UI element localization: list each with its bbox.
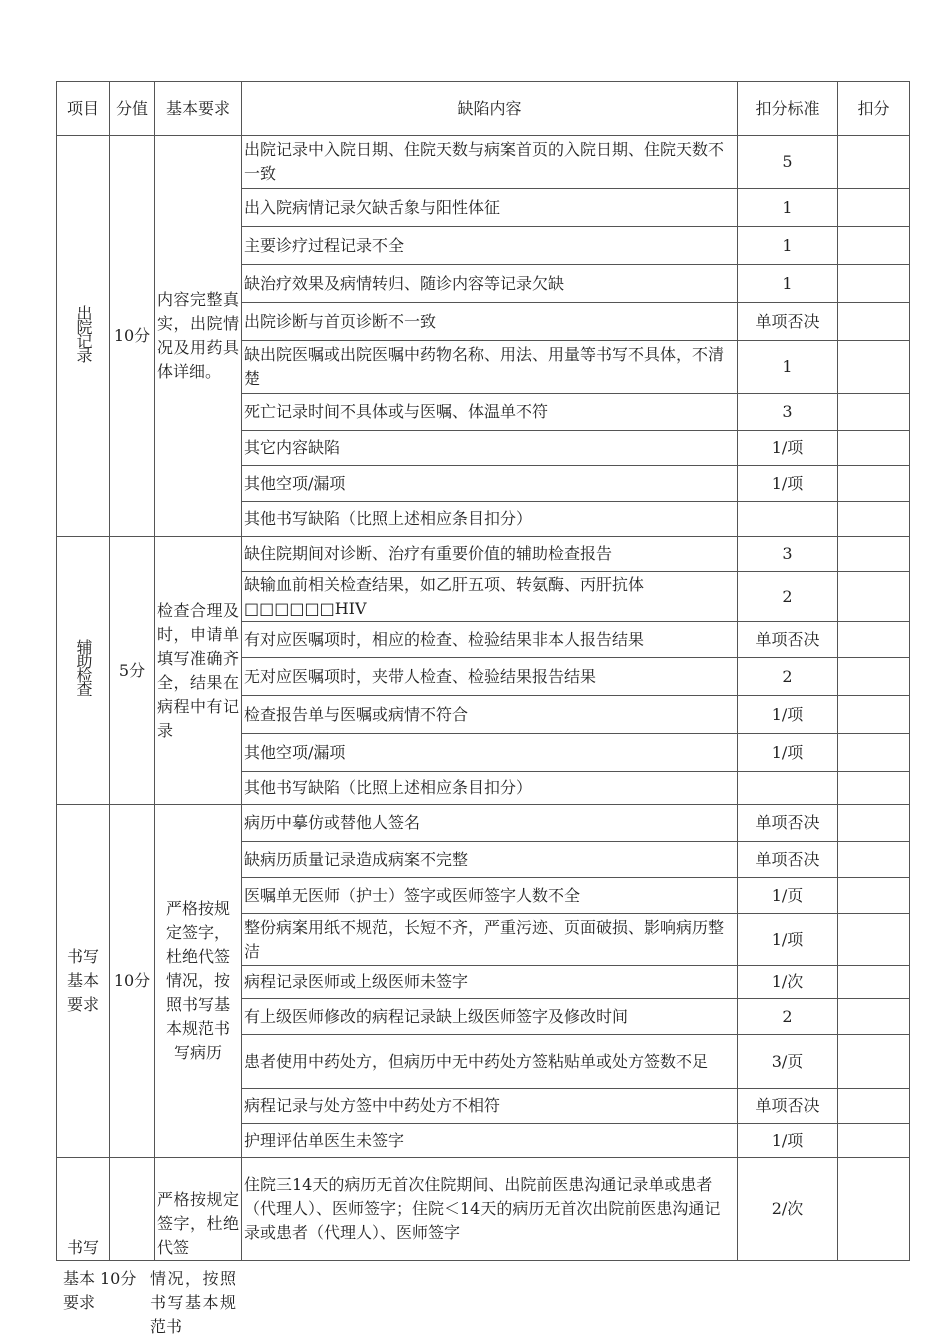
deduction-cell[interactable] <box>838 622 910 658</box>
standard-cell: 单项否决 <box>738 805 838 842</box>
header-score: 分值 <box>110 82 155 136</box>
deduction-cell[interactable] <box>838 658 910 696</box>
table-row <box>57 537 910 572</box>
defect-cell: 其他空项/漏项 <box>242 734 738 772</box>
defect-cell: 病程记录医师或上级医师未签字 <box>242 966 738 999</box>
standard-cell: 1/页 <box>738 878 838 914</box>
defect-cell: 主要诊疗过程记录不全 <box>242 227 738 265</box>
standard-cell: 单项否决 <box>738 842 838 878</box>
section-requirement: 严格按规定签字，杜绝代签情况，按照书写基本规范书写病历 <box>155 805 242 1158</box>
defect-cell: 缺输血前相关检查结果，如乙肝五项、转氨酶、丙肝抗体□□□□□□HIV <box>242 572 738 622</box>
standard-cell: 单项否决 <box>738 622 838 658</box>
standard-cell: 3 <box>738 394 838 431</box>
section-score: 10分 <box>110 136 155 537</box>
standard-cell: 1/项 <box>738 466 838 502</box>
defect-cell: 护理评估单医生未签字 <box>242 1124 738 1158</box>
table-header-row <box>57 82 910 136</box>
deduction-cell[interactable] <box>838 1035 910 1089</box>
defect-cell: 缺出院医嘱或出院医嘱中药物名称、用法、用量等书写不具体，不清楚 <box>242 341 738 394</box>
deduction-cell[interactable] <box>838 303 910 341</box>
deduction-cell[interactable] <box>838 466 910 502</box>
deduction-cell[interactable] <box>838 572 910 622</box>
standard-cell: 1/项 <box>738 914 838 966</box>
defect-cell: 死亡记录时间不具体或与医嘱、体温单不符 <box>242 394 738 431</box>
deduction-cell[interactable] <box>838 805 910 842</box>
deduction-cell[interactable] <box>838 265 910 303</box>
section-name: 书写基本要求 <box>57 805 110 1158</box>
defect-cell: 有上级医师修改的病程记录缺上级医师签字及修改时间 <box>242 999 738 1035</box>
deduction-cell[interactable] <box>838 772 910 805</box>
deduction-cell[interactable] <box>838 842 910 878</box>
section-requirement: 内容完整真实，出院情况及用药具体详细。 <box>155 136 242 537</box>
standard-cell: 单项否决 <box>738 1089 838 1124</box>
defect-cell: 出入院病情记录欠缺舌象与阳性体征 <box>242 189 738 227</box>
deduction-cell[interactable] <box>838 1089 910 1124</box>
deduction-cell[interactable] <box>838 966 910 999</box>
deduction-cell[interactable] <box>838 502 910 537</box>
deduction-cell[interactable] <box>838 537 910 572</box>
deduction-cell[interactable] <box>838 999 910 1035</box>
defect-cell: 患者使用中药处方，但病历中无中药处方签粘贴单或处方签数不足 <box>242 1035 738 1089</box>
header-deduction: 扣分 <box>838 82 910 136</box>
header-standard: 扣分标准 <box>738 82 838 136</box>
table-row <box>57 805 910 842</box>
deduction-cell[interactable] <box>838 227 910 265</box>
defect-cell: 缺治疗效果及病情转归、随诊内容等记录欠缺 <box>242 265 738 303</box>
standard-cell: 5 <box>738 136 838 189</box>
deduction-cell[interactable] <box>838 1158 910 1261</box>
defect-cell: 病程记录与处方签中中药处方不相符 <box>242 1089 738 1124</box>
standard-cell: 1/项 <box>738 696 838 734</box>
section-score <box>110 1158 155 1261</box>
header-requirement: 基本要求 <box>155 82 242 136</box>
defect-cell: 其他空项/漏项 <box>242 466 738 502</box>
standard-cell: 1 <box>738 227 838 265</box>
section-requirement: 检查合理及时，申请单填写准确齐全，结果在病程中有记录 <box>155 537 242 805</box>
defect-cell: 住院三14天的病历无首次住院期间、出院前医患沟通记录单或患者（代理人）、医师签字；住院＜14天的病历无首次出院前医患沟通记录或患者（代理人）、医师签字 <box>242 1158 738 1261</box>
evaluation-table <box>56 81 910 1261</box>
overflow-score-text: 10分 <box>100 1269 137 1288</box>
deduction-cell[interactable] <box>838 431 910 466</box>
deduction-cell[interactable] <box>838 914 910 966</box>
deduction-cell[interactable] <box>838 341 910 394</box>
deduction-cell[interactable] <box>838 696 910 734</box>
defect-cell: 医嘱单无医师（护士）签字或医师签字人数不全 <box>242 878 738 914</box>
defect-cell: 出院诊断与首页诊断不一致 <box>242 303 738 341</box>
deduction-cell[interactable] <box>838 878 910 914</box>
defect-cell: 其他书写缺陷（比照上述相应条目扣分） <box>242 502 738 537</box>
defect-cell: 出院记录中入院日期、住院天数与病案首页的入院日期、住院天数不一致 <box>242 136 738 189</box>
defect-cell: 无对应医嘱项时，夹带人检查、检验结果报告结果 <box>242 658 738 696</box>
section-requirement: 严格按规定签字，杜绝代签 <box>155 1158 242 1261</box>
standard-cell: 1/次 <box>738 966 838 999</box>
section-name: 辅助检查 <box>57 537 110 805</box>
standard-cell <box>738 502 838 537</box>
defect-cell: 检查报告单与医嘱或病情不符合 <box>242 696 738 734</box>
defect-cell: 缺住院期间对诊断、治疗有重要价值的辅助检查报告 <box>242 537 738 572</box>
deduction-cell[interactable] <box>838 734 910 772</box>
standard-cell: 2 <box>738 999 838 1035</box>
standard-cell <box>738 772 838 805</box>
section-score: 5分 <box>110 537 155 805</box>
standard-cell: 3/页 <box>738 1035 838 1089</box>
standard-cell: 1/项 <box>738 734 838 772</box>
standard-cell: 1/项 <box>738 1124 838 1158</box>
defect-cell: 整份病案用纸不规范，长短不齐，严重污迹、页面破损、影响病历整洁 <box>242 914 738 966</box>
defect-cell: 缺病历质量记录造成病案不完整 <box>242 842 738 878</box>
header-defect: 缺陷内容 <box>242 82 738 136</box>
standard-cell: 1 <box>738 265 838 303</box>
defect-cell: 其他书写缺陷（比照上述相应条目扣分） <box>242 772 738 805</box>
section-name: 出院记录 <box>57 136 110 537</box>
section-score: 10分 <box>110 805 155 1158</box>
deduction-cell[interactable] <box>838 1124 910 1158</box>
standard-cell: 1 <box>738 341 838 394</box>
overflow-item-text: 基本要求 <box>63 1269 96 1312</box>
standard-cell: 1 <box>738 189 838 227</box>
defect-cell: 病历中摹仿或替他人签名 <box>242 805 738 842</box>
deduction-cell[interactable] <box>838 189 910 227</box>
overflow-requirement-text: 情况，按照书写基本规范书 <box>150 1269 236 1336</box>
standard-cell: 2 <box>738 658 838 696</box>
deduction-cell[interactable] <box>838 136 910 189</box>
defect-cell: 其它内容缺陷 <box>242 431 738 466</box>
defect-cell: 有对应医嘱项时，相应的检查、检验结果非本人报告结果 <box>242 622 738 658</box>
standard-cell: 3 <box>738 537 838 572</box>
section-name: 书写 <box>57 1158 110 1261</box>
header-item: 项目 <box>57 82 110 136</box>
table-row <box>57 136 910 189</box>
standard-cell: 2/次 <box>738 1158 838 1261</box>
standard-cell: 1/项 <box>738 431 838 466</box>
deduction-cell[interactable] <box>838 394 910 431</box>
table-row <box>57 1158 910 1261</box>
standard-cell: 单项否决 <box>738 303 838 341</box>
standard-cell: 2 <box>738 572 838 622</box>
